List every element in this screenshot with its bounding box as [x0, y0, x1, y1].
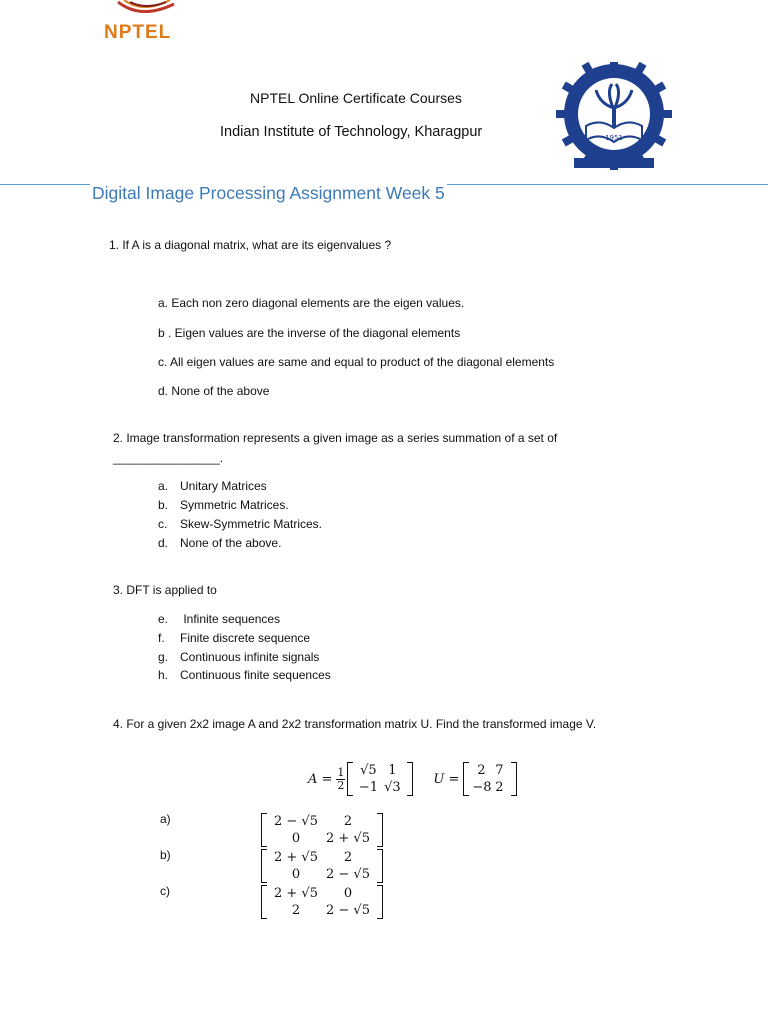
- question-2-option-b: b. Symmetric Matrices.: [158, 498, 289, 512]
- matrix-a-lhs: A =: [308, 771, 333, 787]
- matrix-u-lhs: U =: [433, 771, 460, 787]
- matrix-a-equation: [308, 762, 517, 796]
- question-2-option-a: a. Unitary Matrices: [158, 479, 267, 493]
- question-2-option-d: d. None of the above.: [158, 536, 282, 550]
- question-1-text: 1. If A is a diagonal matrix, what are its eigenvalues ?: [109, 238, 392, 252]
- question-4-option-c-matrix: 2 + √5 0 2 2 − √5: [261, 885, 383, 919]
- matrix-a-fraction: $\frac{1}{2}$: [337, 765, 345, 792]
- question-3-option-g: g. Continuous infinite signals: [158, 650, 320, 664]
- question-3-text: 3. DFT is applied to: [113, 583, 217, 597]
- question-1-option-d: d. None of the above: [158, 384, 270, 398]
- document-title: Digital Image Processing Assignment Week 5: [92, 183, 445, 203]
- header-line-2: Indian Institute of Technology, Kharagpur: [220, 124, 483, 140]
- iit-kharagpur-seal: [548, 62, 680, 170]
- question-2-text: 2. Image transformation represents a given image as a series summation of a set of: [113, 431, 558, 445]
- question-3-option-e: e. Infinite sequences: [158, 612, 281, 626]
- question-4-option-b-matrix: 2 + √5 2 0 2 − √5: [261, 849, 383, 883]
- question-4-text: 4. For a given 2x2 image A and 2x2 transformation matrix U. Find the transformed image V.: [113, 717, 597, 731]
- question-4-option-c-label: c): [160, 884, 170, 898]
- question-3-option-h: h. Continuous finite sequences: [158, 668, 331, 682]
- question-4-option-b-label: b): [160, 848, 171, 862]
- seal-year: 1951: [605, 134, 623, 142]
- question-2-blank: ________________.: [113, 451, 224, 465]
- matrix-a: √5 1 −1 √3: [347, 762, 413, 796]
- question-1-option-a: a. Each non zero diagonal elements are the eigen values.: [158, 296, 465, 310]
- question-1-option-b: b . Eigen values are the inverse of the diagonal elements: [158, 326, 461, 340]
- question-1-option-c: c. All eigen values are same and equal to product of the diagonal elements: [158, 355, 555, 369]
- question-4-option-a-label: a): [160, 812, 171, 826]
- question-3-option-f: f. Finite discrete sequence: [158, 631, 311, 645]
- header-line-1: NPTEL Online Certificate Courses: [250, 90, 462, 106]
- nptel-logo-text: NPTEL: [104, 22, 172, 43]
- question-4-option-a-matrix: 2 − √5 2 0 2 + √5: [261, 813, 383, 847]
- matrix-u: 2 7 −8 2: [463, 762, 517, 796]
- question-2-option-c: c. Skew-Symmetric Matrices.: [158, 517, 323, 531]
